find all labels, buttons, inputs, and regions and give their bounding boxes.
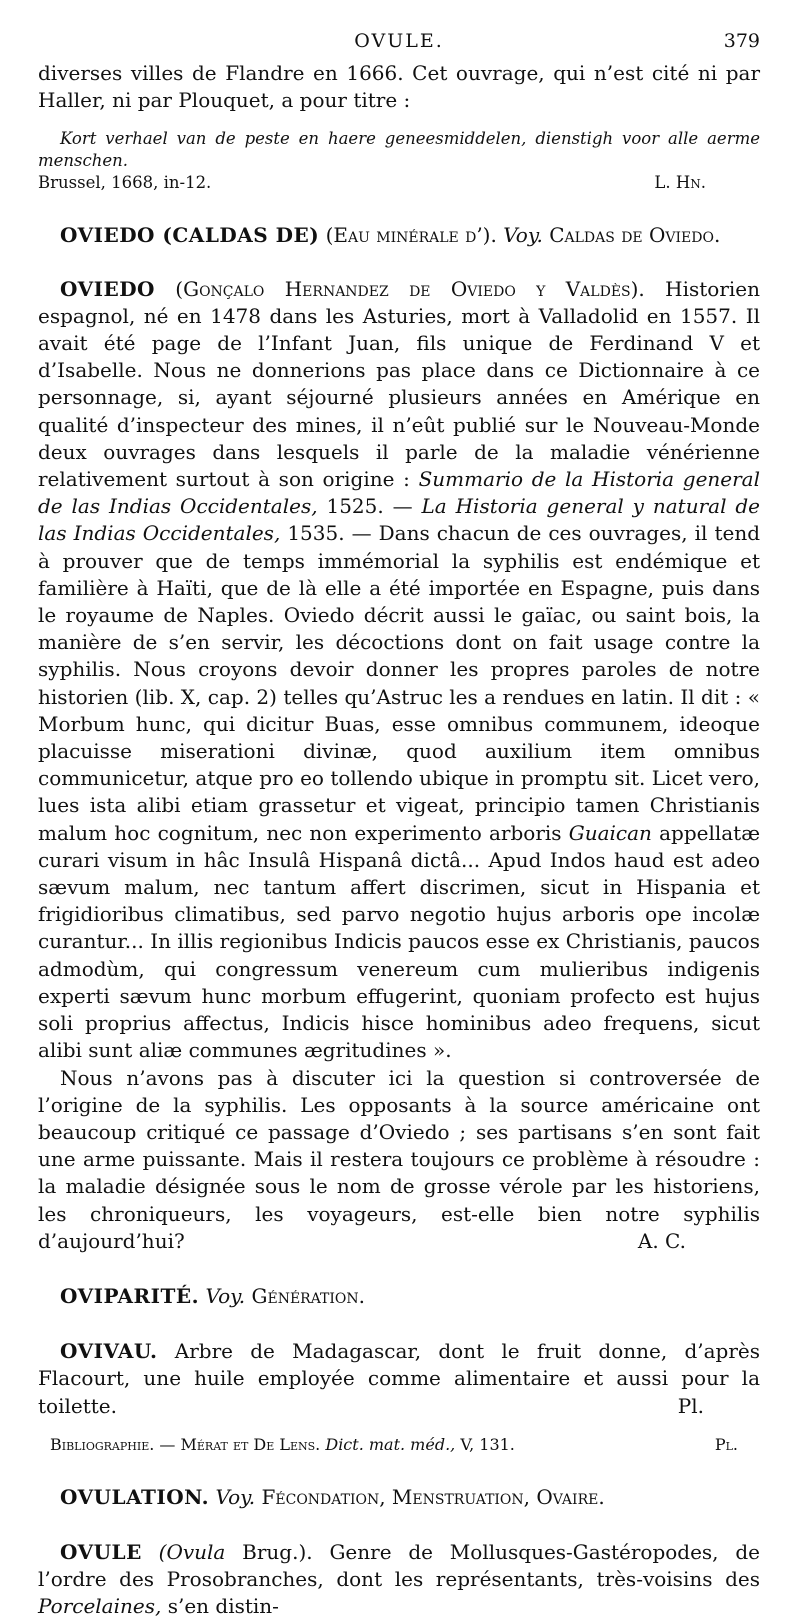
entry-text: Nous n’avons pas à discuter ici la question si controversée de l’origine de la syphilis. Les opposants à la source américaine ont beaucoup critiqué ce passage d’Oviedo ; ses partisans s’en sont fait une arme puissante. Mais il restera toujours ce problème à résoudre : la maladie désignée sous le nom de grosse vérole par les historiens, les chroniqueurs, les voyageurs, est-elle bien notre syphilis d’aujourd’hui? (38, 1065, 760, 1253)
work-title: Summario de la Historia general de las Indias Occidentales, (38, 467, 760, 519)
entry-author: Pl. (677, 1393, 704, 1418)
work-title: La Historia general y natural de las Indias Occidentales, (38, 494, 760, 546)
headword: OVIVAU. (60, 1339, 158, 1364)
bib-imprint-line (38, 172, 760, 194)
entry-oviedo-discussion (38, 1065, 760, 1255)
running-head (38, 28, 760, 58)
headword: OVULATION. (60, 1484, 210, 1509)
genus-author: Brug.). (242, 1539, 313, 1564)
bib-author: L. Hn. (654, 173, 706, 193)
bib-label: Bibliographie. (50, 1434, 155, 1454)
bib-ref: V, 131. (460, 1434, 515, 1454)
headword: OVIPARITÉ. (60, 1283, 200, 1308)
entry-text: appellatæ curari visum in hâc Insulâ Hispanâ dictâ... Apud Indos haud est adeo sævum malum, nec tantum affert discrimen, sicut in Hispania et frigidioribus climatibus, sed parvo negotio hujus arboris ope incolæ curantur... In illis regionibus Indicis paucos esse ex Christianis, paucos admodùm, qui congressum venereum cum mulieribus indigenis experti sævum hunc morbum effugerint, quoniam profecto est hujus soli proprius affectus, Indicis hisce hominibus adeo frequens, sicut alibi sunt aliæ communes ægritudines ». (38, 820, 761, 1063)
plant-name: Guaican (568, 820, 652, 845)
running-title: OVULE. (354, 30, 444, 52)
entry-oviedo-caldas (38, 222, 760, 249)
entry-text: Arbre de Madagascar, dont le fruit donne, d’après Flacourt, une huile employée comme alimentaire et aussi pour la toilette. (38, 1339, 760, 1418)
person-name: (Gonçalo Hernandez de Oviedo y Valdès). (175, 276, 645, 301)
cross-reference: Génération. (251, 1283, 366, 1308)
intro-paragraph: diverses villes de Flandre en 1666. Cet ouvrage, qui n’est cité ni par Haller, ni par Plouquet, a pour titre : (38, 61, 760, 113)
related-genus: Porcelaines, (38, 1594, 162, 1619)
entry-text: (Eau minérale d’). (325, 223, 497, 248)
voy-label: Voy. (205, 1283, 246, 1308)
entry-oviedo-gonzalo (38, 276, 760, 1065)
entry-text: 1535. — Dans chacun de ces ouvrages, il tend à prouver que de temps immémorial la syphilis est endémique et familière à Haïti, que de là elle a été importée en Espagne, puis dans le royaume de Naples. Oviedo décrit aussi le gaïac, ou saint bois, la manière de s’en servir, les décoctions dont on fait usage contre la syphilis. Nous croyons devoir donner les propres paroles de notre historien (lib. X, cap. 2) telles qu’Astruc les a rendues en latin. Il dit : « Morbum hunc, qui dicitur Buas, esse omnibus communem, ideoque placuisse miserationi divinæ, quod auxilium item omnibus communicetur, atque pro eo tollendo ubique in promptu sit. Licet vero, lues ista alibi etiam grassetur et vigeat, principio tamen Christianis malum hoc cognitum, nec non experimento arboris (38, 521, 760, 845)
headword: OVIEDO (60, 276, 155, 301)
entry-ovivau (38, 1338, 760, 1420)
genus-name: (Ovula (158, 1539, 226, 1564)
entry-author: A. C. (637, 1228, 686, 1253)
entry-text: Genre de Mollusques-Gastéropodes, de l’ordre des Prosobranches, dont les représentants, très-voisins des (38, 1539, 760, 1592)
bib-author: Pl. (714, 1434, 738, 1454)
bibliography-entry (38, 128, 760, 172)
entry-oviparite (38, 1283, 760, 1310)
entry-ovulation (38, 1484, 760, 1511)
bibliography-line (38, 1434, 760, 1456)
entry-text: Historien espagnol, né en 1478 dans les Asturies, mort à Valladolid en 1557. Il avait été page de l’Infant Juan, fils unique de Ferdinand V et d’Isabelle. Nous ne donnerions pas place dans ce Dictionnaire à ce personnage, si, ayant séjourné plusieurs années en Amérique en qualité d’inspecteur des mines, il n’eût publié sur le Nouveau-Monde deux ouvrages dans lesquels il parle de la maladie vénérienne relativement surtout à son origine : (38, 276, 760, 492)
work-year: 1525. — (326, 494, 413, 519)
entry-ovule (38, 1539, 760, 1621)
voy-label: Voy. (503, 223, 543, 248)
voy-label: Voy. (215, 1484, 256, 1509)
bib-text (50, 1434, 515, 1456)
bib-authors: — Mérat et De Lens. (159, 1434, 321, 1454)
headword: OVIEDO (CALDAS DE) (60, 223, 320, 248)
bib-title: Kort verhael van de peste en haere geneesmiddelen, dienstigh voor alle aerme menschen. (38, 129, 760, 171)
cross-reference: Fécondation, Menstruation, Ovaire. (261, 1484, 605, 1509)
bib-title: Dict. mat. méd., (325, 1434, 456, 1454)
cross-reference: Caldas de Oviedo. (549, 223, 721, 248)
headword: OVULE (60, 1539, 142, 1564)
page-number: 379 (723, 30, 760, 52)
entry-text-end: s’en distin- (167, 1594, 279, 1619)
bib-imprint: Brussel, 1668, in-12. (38, 173, 212, 193)
